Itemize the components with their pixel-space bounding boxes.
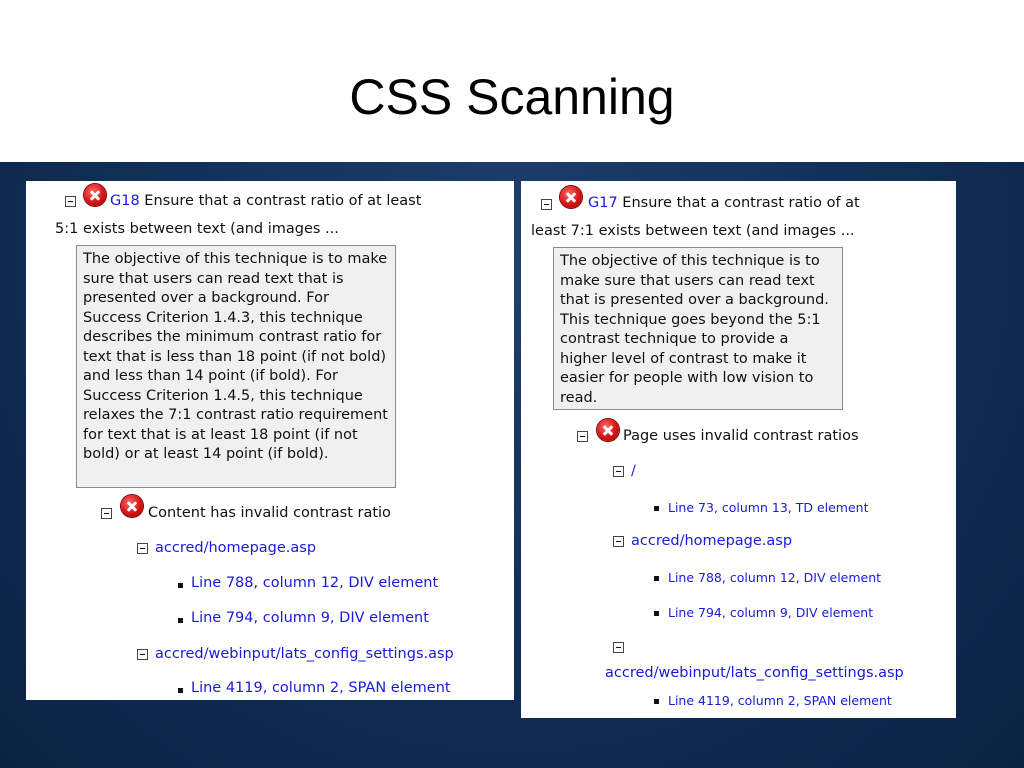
file-link[interactable]: / [631,463,636,479]
file-link[interactable]: accred/webinput/lats_config_settings.asp [155,646,454,662]
check-text: Ensure that a contrast ratio of at [617,195,860,211]
check-code-link[interactable]: G18 [110,193,140,209]
file-link[interactable]: accred/homepage.asp [155,540,317,556]
collapse-icon[interactable] [613,536,624,547]
slide-title: CSS Scanning [349,69,675,125]
collapse-icon[interactable] [137,543,148,554]
collapse-icon[interactable] [101,508,112,519]
issue-link[interactable]: Line 73, column 13, TD element [668,500,869,515]
result-label: Content has invalid contrast ratio [148,505,391,521]
list-bullet [654,576,659,581]
list-bullet [654,506,659,511]
left-report-panel [26,181,514,700]
check-heading [588,195,860,211]
result-label: Page uses invalid contrast ratios [623,428,859,444]
issue-link[interactable]: Line 794, column 9, DIV element [668,605,874,620]
issue-link[interactable]: Line 788, column 12, DIV element [668,570,882,585]
collapse-icon[interactable] [613,642,624,653]
collapse-icon[interactable] [577,431,588,442]
technique-description: The objective of this technique is to make sure that users can read text that is presented over a background. This technique goes beyond the 5:1 contrast technique to provide a higher level of contrast to make it easier for people with low vision to read. [553,247,843,410]
list-bullet [178,618,183,623]
error-icon [597,419,619,441]
file-link[interactable]: accred/homepage.asp [631,533,793,549]
list-bullet [178,688,183,693]
collapse-icon[interactable] [65,196,76,207]
collapse-icon[interactable] [613,466,624,477]
error-icon [121,495,143,517]
list-bullet [178,583,183,588]
issue-link[interactable]: Line 4119, column 2, SPAN element [668,693,892,708]
error-icon [84,184,106,206]
collapse-icon[interactable] [541,199,552,210]
file-link[interactable]: accred/webinput/lats_config_settings.asp [605,665,904,681]
check-text-continued: 5:1 exists between text (and images ... [55,221,339,237]
check-heading [110,193,421,209]
list-bullet [654,699,659,704]
check-text: Ensure that a contrast ratio of at least [139,193,422,209]
technique-description: The objective of this technique is to make sure that users can read text that is presented over a background. For Success Criterion 1.4.3, this technique describes the minimum contrast ratio for text that is less than 18 point (if not bold) and less than 14 point (if bold). For Success Criterion 1.4.5, this technique relaxes the 7:1 contrast ratio requirement for text that is at least 18 point (if not bold) or at least 14 point (if bold). [76,245,396,488]
error-icon [560,186,582,208]
issue-link[interactable]: Line 794, column 9, DIV element [191,610,429,626]
check-code-link[interactable]: G17 [588,195,618,211]
collapse-icon[interactable] [137,649,148,660]
right-report-panel [521,181,956,718]
issue-link[interactable]: Line 4119, column 2, SPAN element [191,680,451,696]
check-text-continued: least 7:1 exists between text (and images ... [531,223,855,239]
list-bullet [654,611,659,616]
issue-link[interactable]: Line 788, column 12, DIV element [191,575,439,591]
